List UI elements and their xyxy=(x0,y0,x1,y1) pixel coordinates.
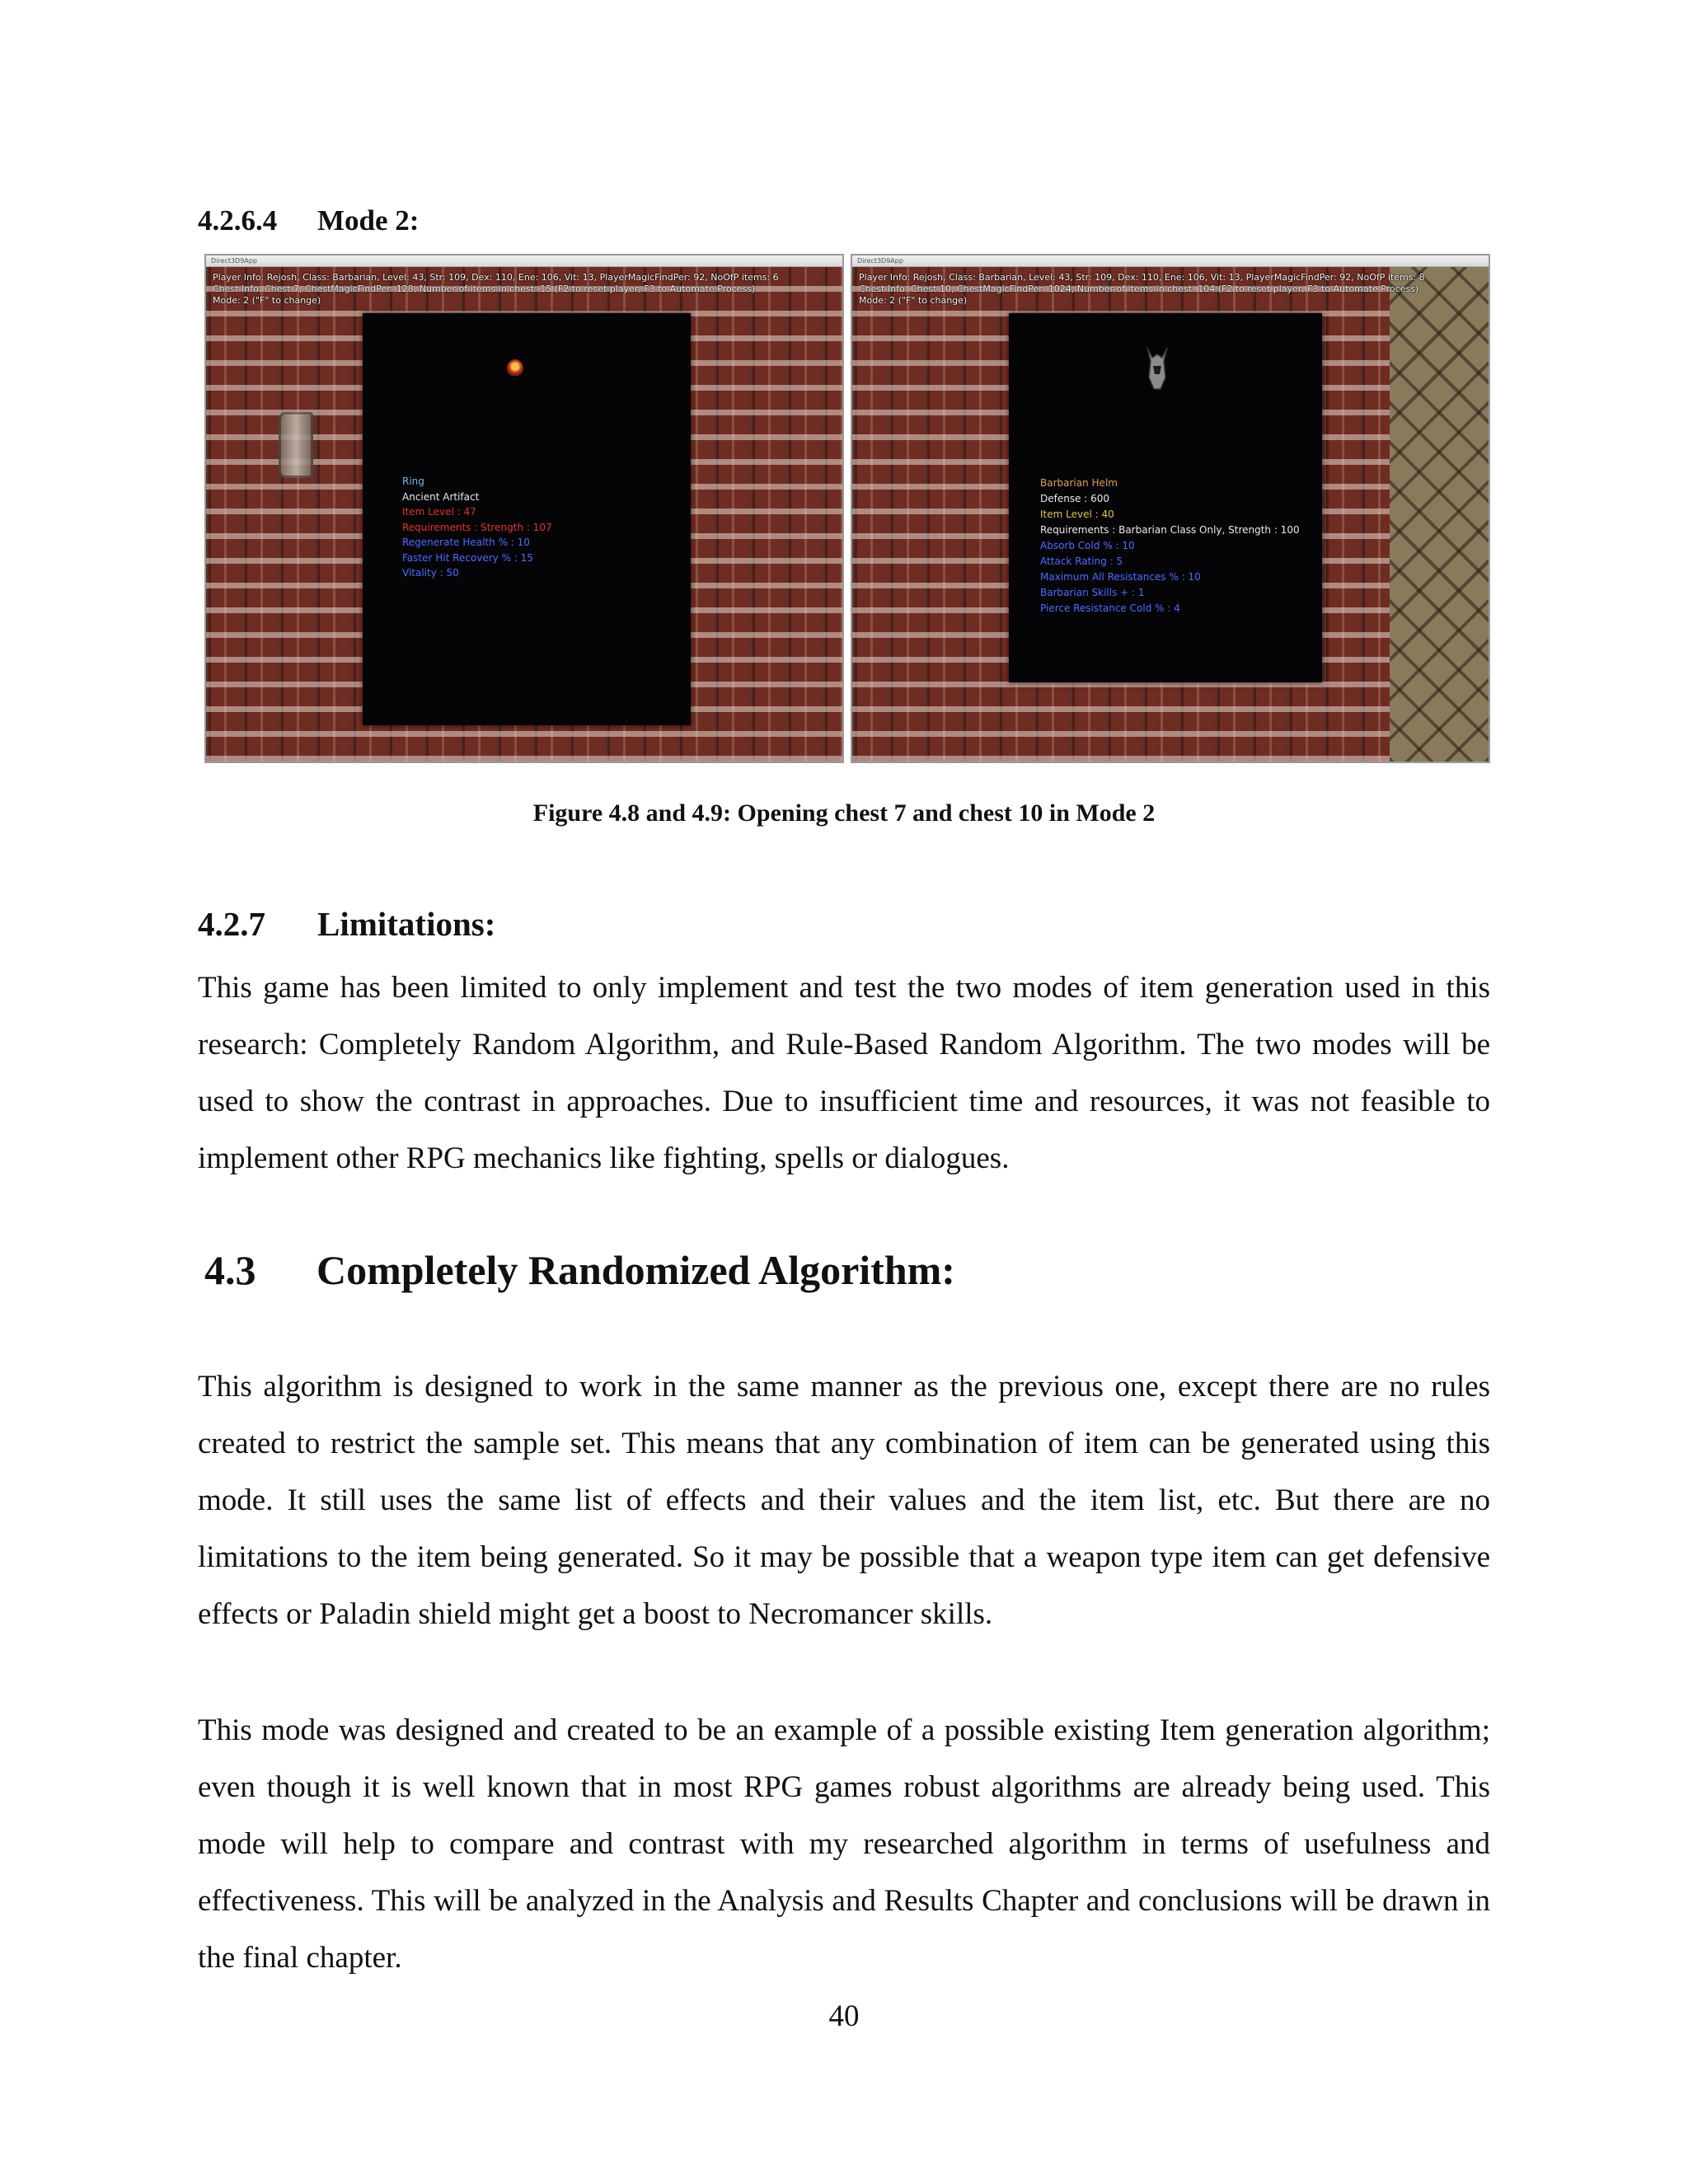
hud-line: Player Info: Rejosh, Class: Barbarian, Level: 43, Str: 109, Dex: 110, Ene: 106, Vit: 13, PlayerMagicFindPer: 92, NoOfP items: 6 xyxy=(213,272,779,283)
subsection-title: Mode 2: xyxy=(317,204,420,237)
item-stat-line: Barbarian Helm xyxy=(1040,477,1118,489)
section-heading-limitations xyxy=(198,904,495,944)
section-title: Completely Randomized Algorithm: xyxy=(316,1247,955,1293)
item-stat-line: Requirements : Barbarian Class Only, Strength : 100 xyxy=(1040,524,1300,536)
item-stat-line: Item Level : 40 xyxy=(1040,509,1114,520)
section-heading-random-algorithm xyxy=(204,1246,955,1294)
item-panel xyxy=(1009,313,1322,682)
item-stat-line: Vitality : 50 xyxy=(402,567,459,579)
item-stat-line: Barbarian Skills + : 1 xyxy=(1040,587,1145,598)
screenshot-chest-7 xyxy=(204,254,844,763)
hud-line: Player Info: Rejosh, Class: Barbarian, Level: 43, Str: 109, Dex: 110, Ene: 106, Vit: 13, PlayerMagicFindPer: 92, NoOfP items: 8 xyxy=(859,272,1425,283)
item-stat-line: Item Level : 47 xyxy=(402,506,476,518)
window-titlebar: Direct3D9App xyxy=(852,255,1489,267)
hud-info xyxy=(213,272,836,307)
paragraph-mode-purpose: This mode was designed and created to be an example of a possible existing Item generation algorithm; even though it is well known that in most RPG games robust algorithms are already being used. This mode will help to compare and contrast with my researched algorithm in terms of usefulness and effectiveness. This will be analyzed in the Analysis and Results Chapter and conclusions will be drawn in the final chapter. xyxy=(198,1713,1490,1975)
screenshot-chest-10 xyxy=(851,254,1490,763)
paragraph-limitations: This game has been limited to only implement and test the two modes of item generation used in this research: Completely Random Algorithm, and Rule-Based Random Algorithm. The two modes will be used to show the contrast in approaches. Due to insufficient time and resources, it was not feasible to implement other RPG mechanics like fighting, spells or dialogues. xyxy=(198,971,1490,1175)
item-stat-line: Attack Rating : 5 xyxy=(1040,555,1123,567)
helm-icon xyxy=(1141,344,1174,392)
section-number: 4.2.7 xyxy=(198,905,265,943)
paragraph-algorithm-description: This algorithm is designed to work in the same manner as the previous one, except there are no rules created to restrict the sample set. This means that any combination of item can be generated using this mode. It still uses the same list of effects and their values and the item list, etc. But there are no limitations to the item being generated. So it may be possible that a weapon type item can get defensive effects or Paladin shield might get a boost to Necromancer skills. xyxy=(198,1370,1490,1631)
hud-line: Mode: 2 ("F" to change) xyxy=(859,295,968,306)
subsection-number: 4.2.6.4 xyxy=(198,204,278,237)
hud-info xyxy=(859,272,1482,307)
stone-wall xyxy=(1390,267,1489,762)
item-panel xyxy=(363,313,691,725)
ring-icon xyxy=(507,359,523,377)
page-number: 40 xyxy=(828,1999,860,2033)
item-stat-line: Defense : 600 xyxy=(1040,493,1110,504)
subsection-heading xyxy=(198,204,419,237)
figure-screenshots xyxy=(204,254,1490,763)
section-title: Limitations: xyxy=(317,905,496,943)
chest-object xyxy=(279,412,313,478)
section-number: 4.3 xyxy=(204,1247,256,1293)
item-stats xyxy=(1040,476,1300,616)
item-stat-line: Ring xyxy=(402,476,424,487)
item-stat-line: Requirements : Strength : 107 xyxy=(402,521,552,533)
item-stat-line: Absorb Cold % : 10 xyxy=(1040,540,1135,551)
hud-line: Chest Info: Chest 10, ChestMagicFindPer: 1024, Number of items in chest: 104 (F2 to reset player, F3 to Automate Process) xyxy=(859,284,1419,294)
item-stat-line: Maximum All Resistances % : 10 xyxy=(1040,571,1201,583)
item-stat-line: Regenerate Health % : 10 xyxy=(402,537,530,548)
hud-line: Chest Info: Chest 7, ChestMagicFindPer: 128, Number of items in chest: 15 (F2 to reset player, F3 to Automate Process) xyxy=(213,284,756,294)
item-stat-line: Ancient Artifact xyxy=(402,490,480,503)
figure-caption: Figure 4.8 and 4.9: Opening chest 7 and chest 10 in Mode 2 xyxy=(532,799,1156,827)
window-titlebar: Direct3D9App xyxy=(206,255,842,267)
hud-line: Mode: 2 ("F" to change) xyxy=(213,295,321,306)
item-stat-line: Faster Hit Recovery % : 15 xyxy=(402,551,533,564)
item-stats xyxy=(402,474,552,581)
item-stat-line: Pierce Resistance Cold % : 4 xyxy=(1040,602,1180,614)
